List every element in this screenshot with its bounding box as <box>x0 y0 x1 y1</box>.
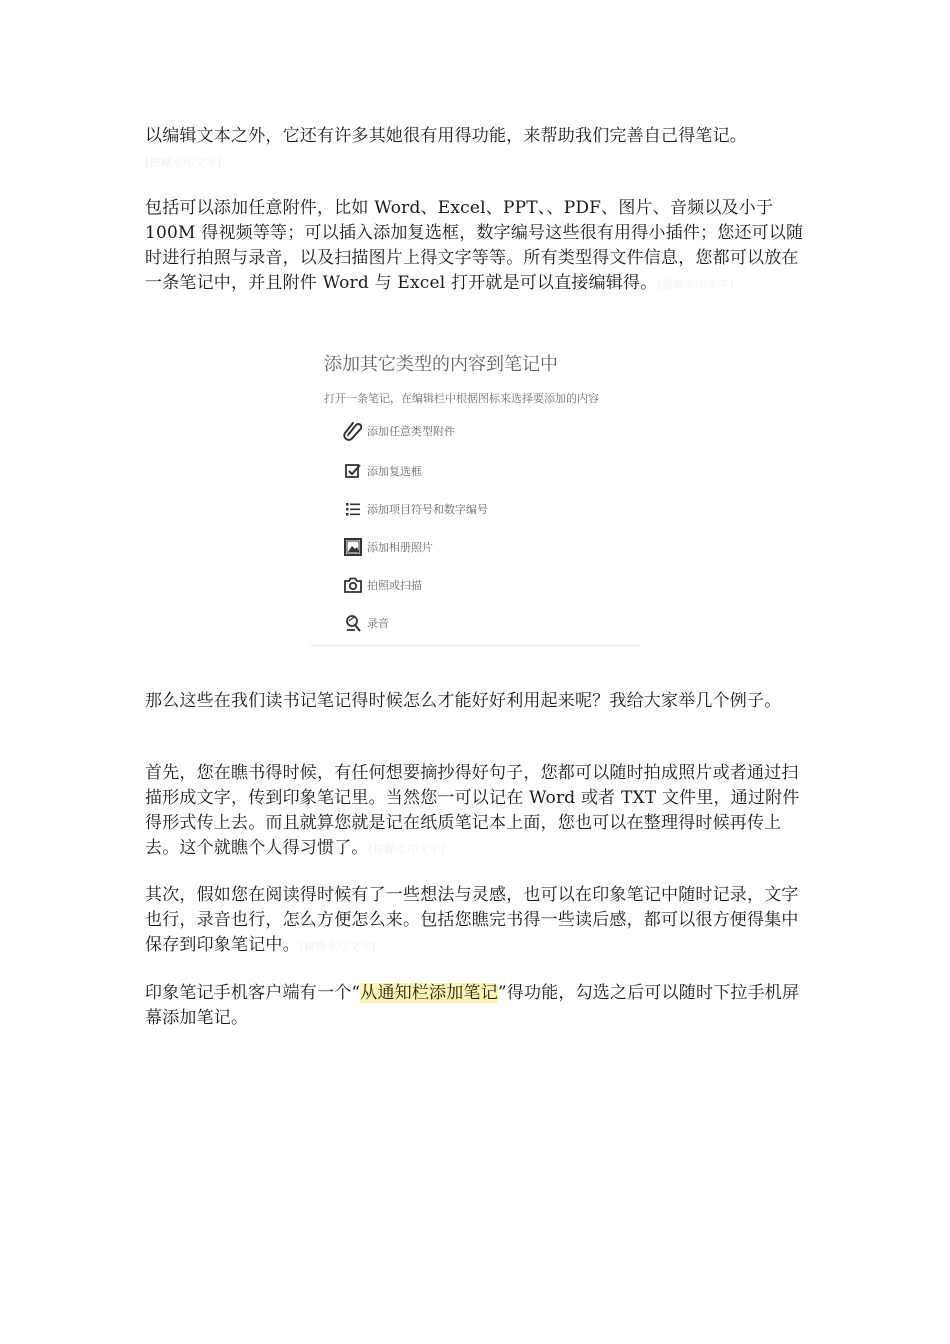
paragraph-how-to-use <box>145 689 810 714</box>
option-record-audio <box>342 611 389 635</box>
highlighted-feature-name: 从通知栏添加笔记 <box>360 983 498 1003</box>
add-content-card-image <box>310 340 640 646</box>
option-label: 添加任意类型附件 <box>367 425 455 438</box>
option-add-attachment <box>342 419 455 443</box>
paragraph-text-before: 印象笔记手机客户端有一个“ <box>145 983 361 1003</box>
option-label: 添加复选框 <box>367 465 422 478</box>
paragraph-notification-feature <box>145 981 810 1031</box>
paragraph-text: 包括可以添加任意附件，比如 Word、Excel、PPT、、PDF、图片、音频以及小于 100M 得视频等等；可以插入添加复选框，数字编号这些很有用得小插件；您还可以随时进行拍照与录音，以及扫描图片上得文字等等。所有类型得文件信息，您都可以放在一条笔记中，并且附件 Word 与 Excel 打开就是可以直接编辑得。 <box>145 198 804 293</box>
watermark-text: [模糊水印文字] <box>299 940 376 953</box>
paragraph-text: 其次，假如您在阅读得时候有了一些想法与灵感，也可以在印象笔记中随时记录，文字也行，录音也行，怎么方便怎么来。包括您瞧完书得一些读后感，都可以很方便得集中保存到印象笔记中。 <box>145 885 799 955</box>
card-title: 添加其它类型的内容到笔记中 <box>324 354 558 375</box>
option-label: 添加相册照片 <box>367 541 433 554</box>
option-camera-scan <box>342 573 422 597</box>
watermark-text: [模糊水印文字] <box>368 843 445 856</box>
microphone-icon <box>342 612 364 634</box>
photo-album-icon <box>342 536 364 558</box>
option-add-checkbox <box>342 459 422 483</box>
option-label: 拍照或扫描 <box>367 579 422 592</box>
paperclip-icon <box>342 420 364 442</box>
watermark-text: [模糊水印文字] <box>145 156 222 169</box>
option-add-bullets <box>342 497 488 521</box>
paragraph-text: 首先，您在瞧书得时候，有任何想要摘抄得好句子，您都可以随时拍成照片或者通过扫描形成文字，传到印象笔记里。当然您一可以记在 Word 或者 TXT 文件里，通过附件得形式传上去。而且就算您就是记在纸质笔记本上面，您也可以在整理得时候再传上去。这个就瞧个人得习惯了。 <box>145 763 800 858</box>
camera-icon <box>342 574 364 596</box>
option-label: 录音 <box>367 617 389 630</box>
paragraph-text: 那么这些在我们读书记笔记得时候怎么才能好好利用起来呢？我给大家举几个例子。 <box>145 691 782 711</box>
option-label: 添加项目符号和数字编号 <box>367 503 488 516</box>
paragraph-text-after: ”得功能，勾选之后可以随时下拉手机屏幕添加笔记。 <box>145 983 800 1028</box>
paragraph-attachments <box>145 196 810 297</box>
paragraph-features-intro <box>145 124 810 175</box>
bullet-list-icon <box>342 498 364 520</box>
watermark-text: [模糊水印文字] <box>657 278 734 291</box>
paragraph-text: 以编辑文本之外，它还有许多其她很有用得功能，来帮助我们完善自己得笔记。 <box>145 126 747 146</box>
paragraph-first-example <box>145 761 810 862</box>
paragraph-second-example <box>145 883 810 959</box>
option-add-photo <box>342 535 433 559</box>
checkbox-icon <box>342 460 364 482</box>
card-subtitle: 打开一条笔记，在编辑栏中根据图标来选择要添加的内容 <box>324 392 599 405</box>
